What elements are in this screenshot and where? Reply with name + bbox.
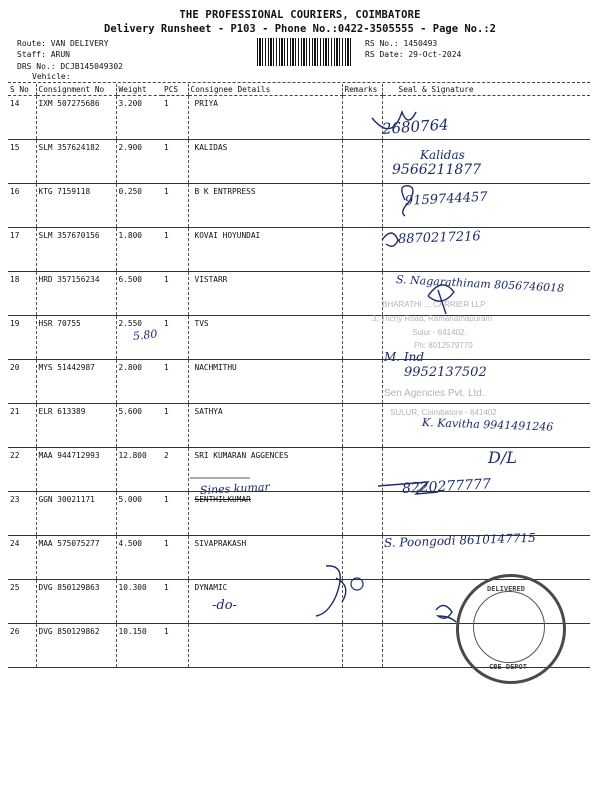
row-remarks <box>342 96 382 140</box>
signature-row-20-phone: 9952137502 <box>404 365 487 380</box>
row-sno: 16 <box>8 184 36 228</box>
row-pcs: 1 <box>162 580 188 624</box>
faint-stamp-line-2: 3, Trichy Road, Ramanathapuram <box>372 314 493 323</box>
signature-row-14: 2680764 <box>381 115 450 138</box>
signature-row-16: 9159744457 <box>404 189 488 209</box>
faint-stamp-line-3: Sulur - 641402. <box>412 328 467 337</box>
signature-row-15-phone: 9566211877 <box>392 162 482 178</box>
row-sno: 22 <box>8 448 36 492</box>
row-weight: 12.800 <box>116 448 162 492</box>
row-remarks <box>342 580 382 624</box>
row-consignment: HSR 70755 <box>36 316 116 360</box>
row-consignee: SRI KUMARAN AGGENCES <box>188 448 342 492</box>
row-sno: 15 <box>8 140 36 184</box>
row-pcs: 1 <box>162 272 188 316</box>
drs-number: DRS No.: DCJB145049302 <box>17 62 123 71</box>
row-remarks <box>342 184 382 228</box>
row-consignment: KTG 7159118 <box>36 184 116 228</box>
row-sno: 26 <box>8 624 36 668</box>
row-consignee: KALIDAS <box>188 140 342 184</box>
stamp-top-text: DELIVERED <box>487 585 525 593</box>
table-row <box>8 96 590 140</box>
row-consignment: IXM 507275686 <box>36 96 116 140</box>
row-weight: 5.600 <box>116 404 162 448</box>
row-weight: 1.800 <box>116 228 162 272</box>
row-remarks <box>342 448 382 492</box>
row-remarks <box>342 272 382 316</box>
row-sno: 25 <box>8 580 36 624</box>
row-weight: 5.000 <box>116 492 162 536</box>
faint-stamp-line-5: Sen Agencies Pvt. Ltd. <box>384 388 485 399</box>
col-consignee: Consignee Details <box>188 84 342 96</box>
row-sno: 19 <box>8 316 36 360</box>
signature-row-21: K. Kavitha 9941491246 <box>421 416 554 434</box>
row-weight: 2.550 <box>116 316 162 360</box>
row-consignee: B K ENTRPRESS <box>188 184 342 228</box>
row-pcs: 1 <box>162 536 188 580</box>
row-weight: 0.250 <box>116 184 162 228</box>
row-remarks <box>342 536 382 580</box>
row-weight: 2.800 <box>116 360 162 404</box>
row-remarks <box>342 492 382 536</box>
signature-row-22: D/L <box>488 448 517 467</box>
row-pcs: 2 <box>162 448 188 492</box>
row-consignment: ELR 613389 <box>36 404 116 448</box>
row-weight: 10.150 <box>116 624 162 668</box>
staff-label: Staff: ARUN <box>17 50 70 59</box>
row-sno: 20 <box>8 360 36 404</box>
faint-stamp-line-4: Ph: 8012579770 <box>414 341 473 350</box>
row-consignee: TVS <box>188 316 342 360</box>
table-row <box>8 316 590 360</box>
row-weight: 2.900 <box>116 140 162 184</box>
row-consignee <box>188 624 342 668</box>
col-signature: Seal & Signature <box>382 84 590 96</box>
table-row <box>8 360 590 404</box>
table-row <box>8 140 590 184</box>
row-consignment: SLM 357670156 <box>36 228 116 272</box>
row-pcs: 1 <box>162 316 188 360</box>
row-pcs: 1 <box>162 404 188 448</box>
table-row <box>8 184 590 228</box>
col-sno: S No <box>8 84 36 96</box>
row-consignment: SLM 357624182 <box>36 140 116 184</box>
row-pcs: 1 <box>162 624 188 668</box>
note-row-26-ditto: -do- <box>212 598 237 613</box>
rs-number: RS No.: 1450493 <box>365 39 438 48</box>
row-pcs: 1 <box>162 140 188 184</box>
row-sno: 14 <box>8 96 36 140</box>
row-sno: 23 <box>8 492 36 536</box>
col-weight: Weight <box>116 84 162 96</box>
row-pcs: 1 <box>162 228 188 272</box>
signature-row-23: 8220277777 <box>401 476 492 497</box>
note-row-23-name: Sines kumar <box>199 480 271 497</box>
row-consignment: DVG 850129862 <box>36 624 116 668</box>
signature-row-15-name: Kalidas <box>420 148 465 162</box>
row-consignee: DYNAMIC <box>188 580 342 624</box>
row-consignment: DVG 850129863 <box>36 580 116 624</box>
row-sno: 24 <box>8 536 36 580</box>
row-sno: 17 <box>8 228 36 272</box>
vehicle-label: Vehicle: <box>32 72 71 81</box>
row-consignee: VISTARR <box>188 272 342 316</box>
table-row <box>8 492 590 536</box>
row-signature <box>382 492 590 536</box>
route-label: Route: VAN DELIVERY <box>17 39 109 48</box>
row-weight: 10.300 <box>116 580 162 624</box>
row-pcs: 1 <box>162 184 188 228</box>
faint-stamp-line-6: SULUR, Coimbatore - 641402 <box>390 408 497 417</box>
signature-row-18: S. Nagarathinam 8056746018 <box>395 273 565 295</box>
row-consignment: HRD 357156234 <box>36 272 116 316</box>
depot-stamp-inner-ring <box>473 591 545 663</box>
row-consignee: NACHMITHU <box>188 360 342 404</box>
note-row-19-weight: 5.80 <box>132 327 159 343</box>
header-divider <box>8 82 590 83</box>
row-remarks <box>342 360 382 404</box>
table-row <box>8 228 590 272</box>
row-weight: 4.500 <box>116 536 162 580</box>
depot-stamp <box>456 574 566 684</box>
signature-row-24: S. Poongodi 8610147715 <box>383 530 536 550</box>
row-weight: 3.200 <box>116 96 162 140</box>
row-consignment: MYS 51442987 <box>36 360 116 404</box>
row-consignment: MAA 575075277 <box>36 536 116 580</box>
row-pcs: 1 <box>162 96 188 140</box>
row-remarks <box>342 228 382 272</box>
col-pcs: PCS <box>162 84 188 96</box>
runsheet-subtitle: Delivery Runsheet - P103 - Phone No.:0422-3505555 - Page No.:2 <box>104 23 496 35</box>
barcode <box>257 38 353 66</box>
col-consignment: Consignment No <box>36 84 116 96</box>
row-consignment: GGN 30021171 <box>36 492 116 536</box>
row-remarks <box>342 140 382 184</box>
row-pcs: 1 <box>162 492 188 536</box>
company-title: THE PROFESSIONAL COURIERS, COIMBATORE <box>179 9 421 21</box>
signature-row-20-name: M. Ind <box>384 350 425 364</box>
row-sno: 18 <box>8 272 36 316</box>
rs-date: RS Date: 29-Oct-2024 <box>365 50 462 59</box>
row-consignee: KOVAI HOYUNDAI <box>188 228 342 272</box>
signature-row-17: 8870217216 <box>397 229 481 247</box>
row-consignee: PRIYA <box>188 96 342 140</box>
faint-stamp-line-1: BHARATHI ... CARRIER LLP <box>382 300 486 309</box>
row-consignee: SIVAPRAKASH <box>188 536 342 580</box>
row-weight: 6.500 <box>116 272 162 316</box>
table-header-row <box>8 84 590 96</box>
row-remarks <box>342 624 382 668</box>
col-remarks: Remarks <box>342 84 382 96</box>
row-sno: 21 <box>8 404 36 448</box>
stamp-bottom-text: CBE DEPOT <box>489 663 527 671</box>
row-consignee: SENTHILKUMAR <box>188 492 342 536</box>
row-consignee: SATHYA <box>188 404 342 448</box>
row-consignment: MAA 944712993 <box>36 448 116 492</box>
row-remarks <box>342 404 382 448</box>
row-pcs: 1 <box>162 360 188 404</box>
